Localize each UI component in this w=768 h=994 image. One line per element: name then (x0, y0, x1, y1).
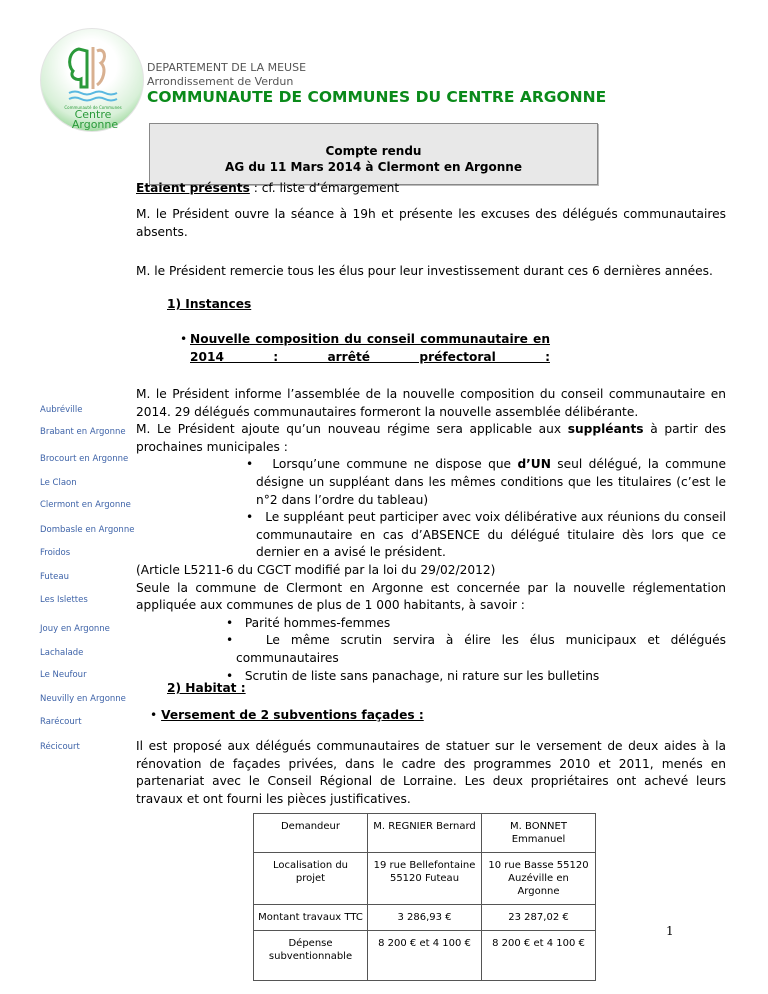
paragraph: M. Le Président ajoute qu’un nouveau régime sera applicable aux suppléants à partir des prochaines municipales : (136, 422, 726, 454)
commune-item: Récicourt (40, 742, 80, 752)
table-cell: 23 287,02 € (482, 905, 596, 931)
commune-item: Futeau (40, 572, 69, 582)
logo-emblem-icon (41, 29, 145, 133)
list-item: • Le même scrutin servira à élire les élus municipaux et délégués communautaires (226, 633, 726, 665)
section-2-title: 2) Habitat : (167, 681, 246, 695)
commune-item: Les Islettes (40, 595, 88, 605)
table-row (254, 814, 596, 853)
intro-paragraph-2: M. le Président remercie tous les élus pour leur investissement durant ces 6 dernières années. (136, 264, 713, 278)
title-line-1: Compte rendu (325, 144, 422, 158)
table-cell: Montant travaux TTC (254, 905, 368, 931)
paragraph: M. le Président informe l’assemblée de la nouvelle composition du conseil communautaire en 2014. 29 délégués communautaires formeront la nouvelle assemblée délibérante. (136, 387, 726, 419)
subsidy-table (253, 813, 596, 981)
bullet-icon: • (180, 332, 188, 346)
paragraph: (Article L5211-6 du CGCT modifié par la loi du 29/02/2012) (136, 562, 496, 577)
organization-name: COMMUNAUTE DE COMMUNES DU CENTRE ARGONNE (147, 88, 607, 106)
commune-item: Froidos (40, 548, 71, 558)
section-1-body (136, 386, 726, 685)
commune-item: Clermont en Argonne (40, 500, 131, 510)
table-cell: Dépense subventionnable (254, 931, 368, 981)
table-cell: Localisation du projet (254, 853, 368, 905)
svg-text:Centre: Centre (74, 108, 112, 121)
commune-item: Brabant en Argonne (40, 427, 126, 437)
list-item: • Lorsqu’une commune ne dispose que d’UN seul délégué, la commune désigne un suppléant dans les mêmes conditions que les titulaires (c’est le n°2 dans l’ordre du tableau) (246, 457, 727, 507)
commune-item: Le Neufour (40, 670, 87, 680)
attendance-text: : cf. liste d’émargement (249, 181, 400, 195)
paragraph: Seule la commune de Clermont en Argonne est concernée par la nouvelle réglementation appliquée aux communes de plus de 1 000 habitants, à savoir : (136, 580, 726, 613)
table-cell: M. BONNET Emmanuel (482, 814, 596, 853)
section-2-bullet: • Versement de 2 subventions façades : (150, 708, 424, 722)
page-number: 1 (666, 924, 674, 938)
table-cell: 3 286,93 € (368, 905, 482, 931)
attendance (136, 180, 726, 198)
list-item: • Parité hommes-femmes (226, 615, 391, 630)
commune-item: Lachalade (40, 648, 84, 658)
section-2-bullet-text: Versement de 2 subventions façades : (161, 708, 424, 722)
commune-item: Neuvilly en Argonne (40, 694, 126, 704)
logo (40, 28, 144, 132)
table-cell: 10 rue Basse 55120 Auzéville en Argonne (482, 853, 596, 905)
arrondissement: Arrondissement de Verdun (147, 75, 294, 88)
section-1-title: 1) Instances (167, 297, 252, 311)
section-1-bullet (180, 331, 726, 366)
section-2-paragraph: Il est proposé aux délégués communautaires de statuer sur le versement de deux aides à la rénovation de façades privées, dans le cadre des programmes 2010 et 2011, menés en partenariat avec le Conseil Régional de Lorraine. Les deux propriétaires ont achevé leurs travaux et ont fourni les pièces justificatives. (136, 739, 726, 806)
commune-item: Rarécourt (40, 717, 82, 727)
intro-paragraph-1: M. le Président ouvre la séance à 19h et présente les excuses des délégués communautaires absents. (136, 207, 726, 239)
section-1-bullet-text: Nouvelle composition du conseil communautaire en 2014 : arrêté préfectoral : (190, 332, 550, 364)
table-row (254, 931, 596, 981)
table-cell: Demandeur (254, 814, 368, 853)
list-item: • Le suppléant peut participer avec voix délibérative aux réunions du conseil communautaire en cas d’ABSENCE du délégué titulaire dès lors que ce dernier en a avisé le président. (246, 510, 726, 560)
table-row (254, 853, 596, 905)
commune-item: Le Claon (40, 478, 77, 488)
title-box (149, 123, 598, 185)
commune-item: Brocourt en Argonne (40, 454, 129, 464)
logo-text: Communauté de Communes (64, 105, 122, 110)
title-line-2: AG du 11 Mars 2014 à Clermont en Argonne (225, 160, 522, 174)
table-cell: M. REGNIER Bernard (368, 814, 482, 853)
svg-text:Argonne: Argonne (71, 118, 119, 131)
commune-item: Jouy en Argonne (40, 624, 110, 634)
table-row (254, 905, 596, 931)
list-item: • Scrutin de liste sans panachage, ni rature sur les bulletins (226, 668, 600, 683)
department: DEPARTEMENT DE LA MEUSE (147, 61, 307, 74)
table-cell: 8 200 € et 4 100 € (368, 931, 482, 981)
attendance-label: Etaient présents (136, 181, 250, 195)
table-cell: 8 200 € et 4 100 € (482, 931, 596, 981)
commune-item: Dombasle en Argonne (40, 525, 135, 535)
commune-item: Aubréville (40, 405, 83, 415)
table-cell: 19 rue Bellefontaine 55120 Futeau (368, 853, 482, 905)
